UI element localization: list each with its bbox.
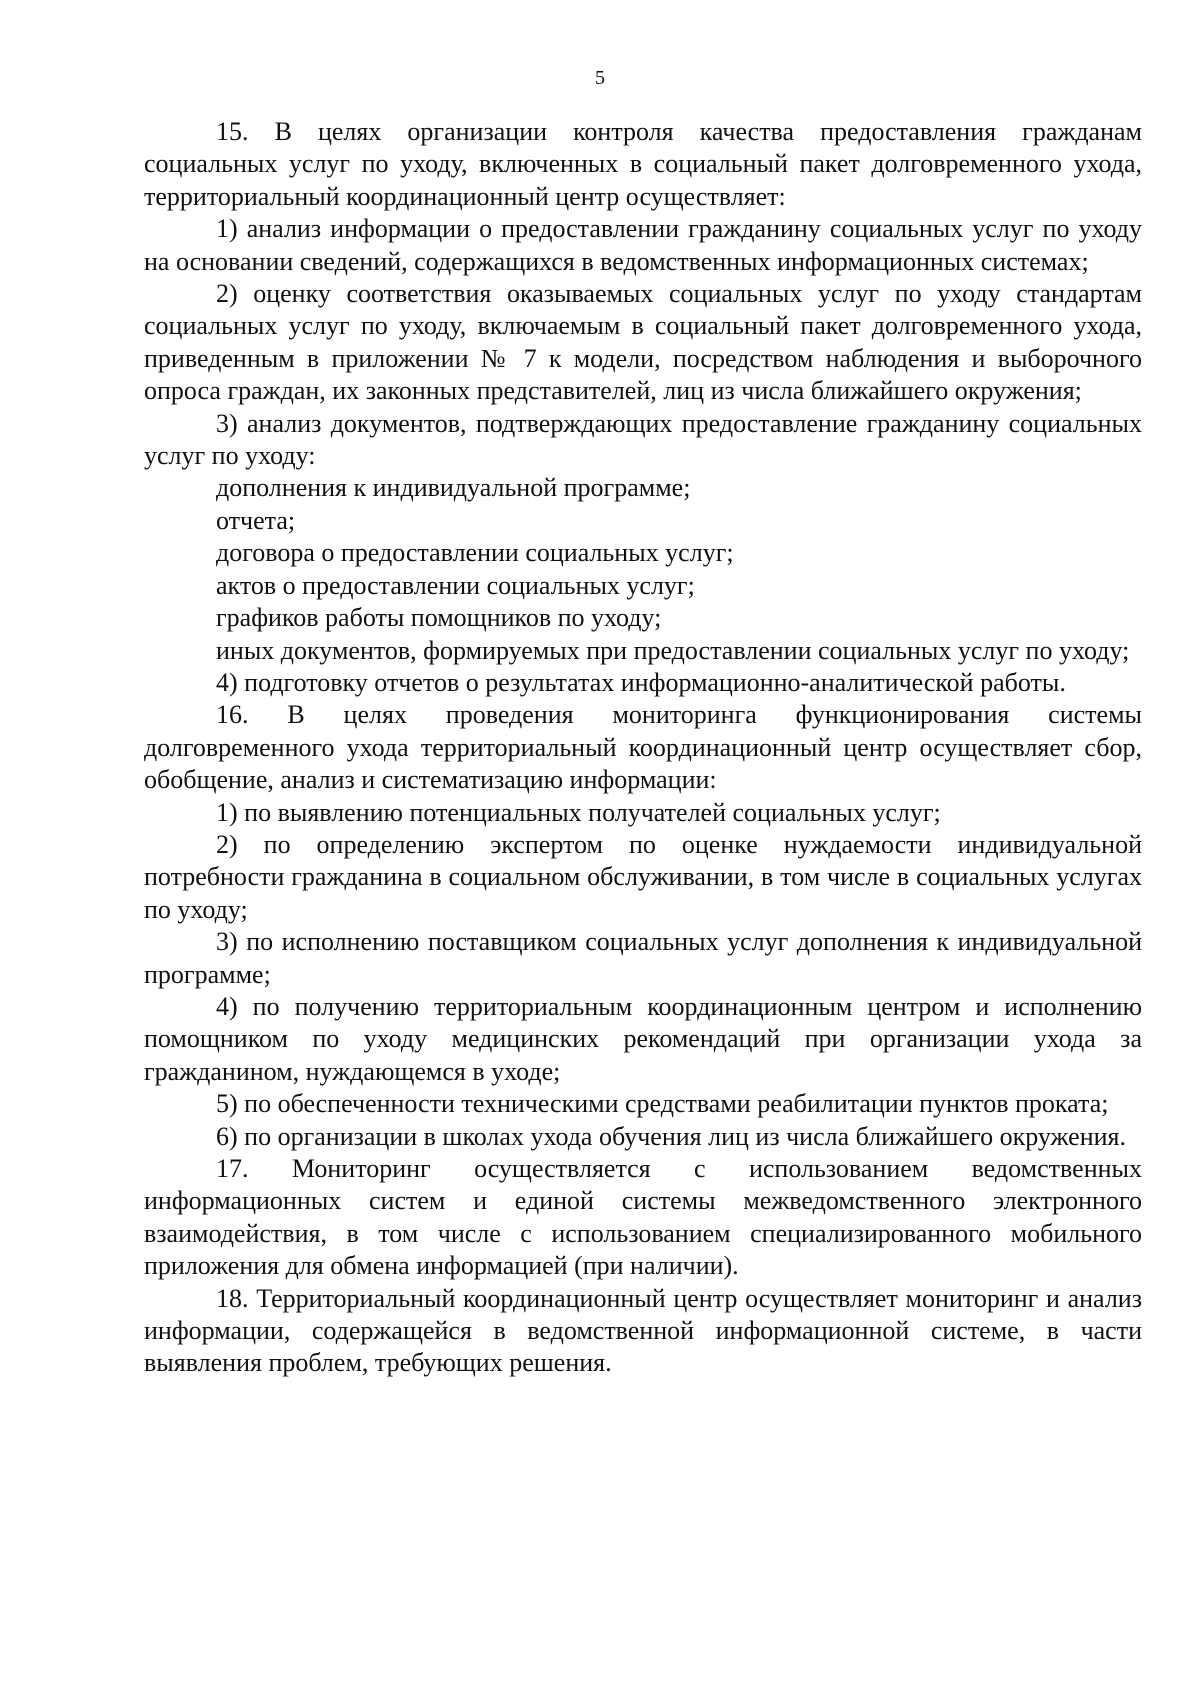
paragraph-15-item-3: 3) анализ документов, подтверждающих предоставление гражданину социальных услуг по уходу:	[144, 408, 1142, 471]
paragraph-16-item-5: 5) по обеспеченности техническими средствами реабилитации пунктов проката;	[216, 1089, 1109, 1119]
page-number: 5	[595, 67, 605, 89]
document-list-item: актов о предоставлении социальных услуг;	[216, 570, 695, 600]
paragraph-15: 15. В целях организации контроля качества предоставления гражданам социальных услуг по уходу, включенных в социальный пакет долговременного ухода, территориальный координационный центр осуществляет:	[144, 117, 1142, 211]
document-list-item: иных документов, формируемых при предоставлении социальных услуг по уходу;	[216, 635, 1130, 665]
paragraph-15-item-4: 4) подготовку отчетов о результатах информационно-аналитической работы.	[216, 667, 1066, 697]
document-list-item: договора о предоставлении социальных услуг;	[216, 538, 734, 568]
paragraph-16-item-3: 3) по исполнению поставщиком социальных услуг дополнения к индивидуальной программе;	[144, 927, 1142, 989]
paragraph-16-item-1: 1) по выявлению потенциальных получателей социальных услуг;	[216, 797, 941, 827]
paragraph-17: 17. Мониторинг осуществляется с использованием ведомственных информационных систем и единой системы межведомственного электронного взаимодействия, в том числе с использованием специализированного мобильного приложения для обмена информацией (при наличии).	[144, 1154, 1142, 1281]
document-list-item: дополнения к индивидуальной программе;	[216, 473, 691, 503]
paragraph-15-item-2: 2) оценку соответствия оказываемых социальных услуг по уходу стандартам социальных услуг по уходу, включаемым в социальный пакет долговременного ухода, приведенным в приложении № 7 к модели, посредством наблюдения и выборочного опроса граждан, их законных представителей, лиц из числа ближайшего окружения;	[144, 279, 1142, 406]
document-list-item: графиков работы помощников по уходу;	[216, 603, 662, 633]
document-list-item: отчета;	[216, 505, 296, 535]
document-body	[144, 116, 1142, 1380]
paragraph-15-item-1: 1) анализ информации о предоставлении гражданину социальных услуг по уходу на основании сведений, содержащихся в ведомственных информационных системах;	[144, 214, 1142, 276]
paragraph-16: 16. В целях проведения мониторинга функционирования системы долговременного ухода территориальный координационный центр осуществляет сбор, обобщение, анализ и систематизацию информации:	[144, 700, 1142, 795]
paragraph-16-item-4: 4) по получению территориальным координационным центром и исполнению помощником по уходу медицинских рекомендаций при организации ухода за гражданином, нуждающемся в уходе;	[144, 991, 1142, 1086]
paragraph-16-item-2: 2) по определению экспертом по оценке нуждаемости индивидуальной потребности гражданина в социальном обслуживании, в том числе в социальных услугах по уходу;	[144, 829, 1142, 924]
paragraph-16-item-6: 6) по организации в школах ухода обучения лиц из числа ближайшего окружения.	[216, 1121, 1126, 1151]
paragraph-18: 18. Территориальный координационный центр осуществляет мониторинг и анализ информации, содержащейся в ведомственной информационной системе, в части выявления проблем, требующих решения.	[144, 1283, 1142, 1378]
